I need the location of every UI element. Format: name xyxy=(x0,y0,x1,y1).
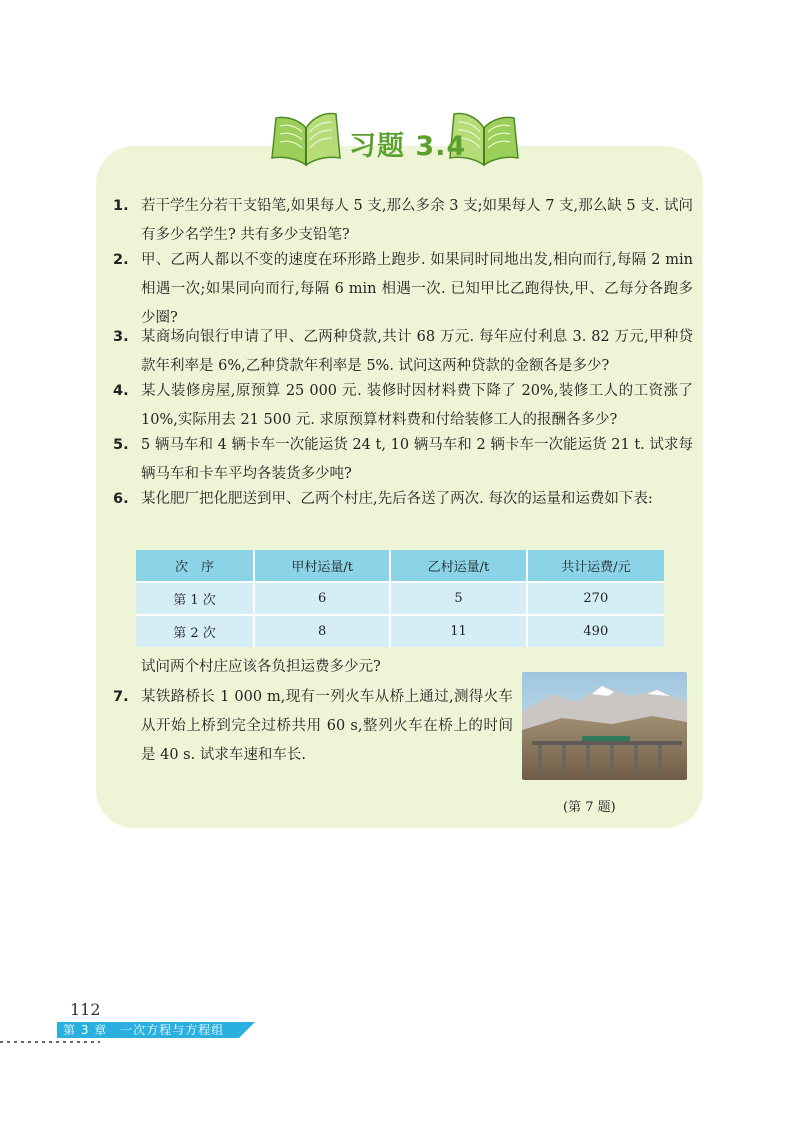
problem-1 xyxy=(113,192,693,250)
problem-text: 若干学生分若干支铅笔,如果每人 5 支,那么多余 3 支;如果每人 7 支,那么缺 5 支. 试问有多少名学生? 共有多少支铅笔? xyxy=(141,198,693,243)
table-cell: 第 1 次 xyxy=(173,593,216,608)
problem-text: 某铁路桥长 1 000 m,现有一列火车从桥上通过,测得火车从开始上桥到完全过桥共用 60 s,整列火车在桥上的时间是 40 s. 试求车速和车长. xyxy=(141,689,513,763)
table-header-row xyxy=(136,550,664,582)
problem-6 xyxy=(113,485,693,514)
table-header-cell: 次 序 xyxy=(136,550,254,582)
table-cell: 5 xyxy=(390,582,526,615)
problem-2 xyxy=(113,246,693,333)
photo-caption: (第 7 题) xyxy=(563,800,616,815)
problem-number: 1. xyxy=(113,198,129,214)
table-header-cell: 乙村运量/t xyxy=(390,550,526,582)
problem-number: 6. xyxy=(113,491,129,507)
dotted-rule xyxy=(0,1040,100,1044)
problem-text: 5 辆马车和 4 辆卡车一次能运货 24 t, 10 辆马车和 2 辆卡车一次能运货 21 t. 试求每辆马车和卡车平均各装货多少吨? xyxy=(141,437,693,482)
problem-3 xyxy=(113,323,693,381)
problem-text: 某商场向银行申请了甲、乙两种贷款,共计 68 万元. 每年应付利息 3. 82 万元,甲种贷款年利率是 6%,乙种贷款年利率是 5%. 试问这两种贷款的金额各是多少? xyxy=(141,329,693,374)
open-book-icon xyxy=(270,110,342,170)
page-number: 112 xyxy=(70,1000,101,1019)
table-cell: 270 xyxy=(527,582,664,615)
table-cell: 11 xyxy=(390,615,526,647)
railway-bridge-photo xyxy=(522,672,687,780)
freight-table xyxy=(136,550,664,647)
table-header-cell: 共计运费/元 xyxy=(527,550,664,582)
problem-number: 5. xyxy=(113,437,129,453)
chapter-label: 第 3 章 一次方程与方程组 xyxy=(63,1023,225,1037)
problem-text: 甲、乙两人都以不变的速度在环形路上跑步. 如果同时同地出发,相向而行,每隔 2 min相遇一次;如果同向而行,每隔 6 min 相遇一次. 已知甲比乙跑得快,甲、乙每分各跑多少圈? xyxy=(141,252,693,326)
table-cell: 6 xyxy=(254,582,390,615)
problem-text: 某人装修房屋,原预算 25 000 元. 装修时因材料费下降了 20%,装修工人的工资涨了 10%,实际用去 21 500 元. 求原预算材料费和付给装修工人的报酬各多少? xyxy=(141,383,693,428)
problem-text: 某化肥厂把化肥送到甲、乙两个村庄,先后各送了两次. 每次的运量和运费如下表: xyxy=(141,491,653,507)
table-cell: 8 xyxy=(254,615,390,647)
table-header-cell: 甲村运量/t xyxy=(254,550,390,582)
problem-number: 3. xyxy=(113,329,129,345)
problem-7 xyxy=(113,683,513,770)
bridge-landscape-image xyxy=(522,672,687,780)
table-question: 试问两个村庄应该各负担运费多少元? xyxy=(141,659,381,675)
table-row xyxy=(136,582,664,615)
chapter-footer-bar xyxy=(57,1022,255,1038)
table-row xyxy=(136,615,664,647)
problem-number: 2. xyxy=(113,252,129,268)
section-title: 习题 3.4 xyxy=(349,131,467,162)
table-cell: 490 xyxy=(527,615,664,647)
table-cell: 第 2 次 xyxy=(136,615,254,647)
problem-4 xyxy=(113,377,693,435)
problem-number: 7. xyxy=(113,689,129,705)
problem-number: 4. xyxy=(113,383,129,399)
problem-5 xyxy=(113,431,693,489)
